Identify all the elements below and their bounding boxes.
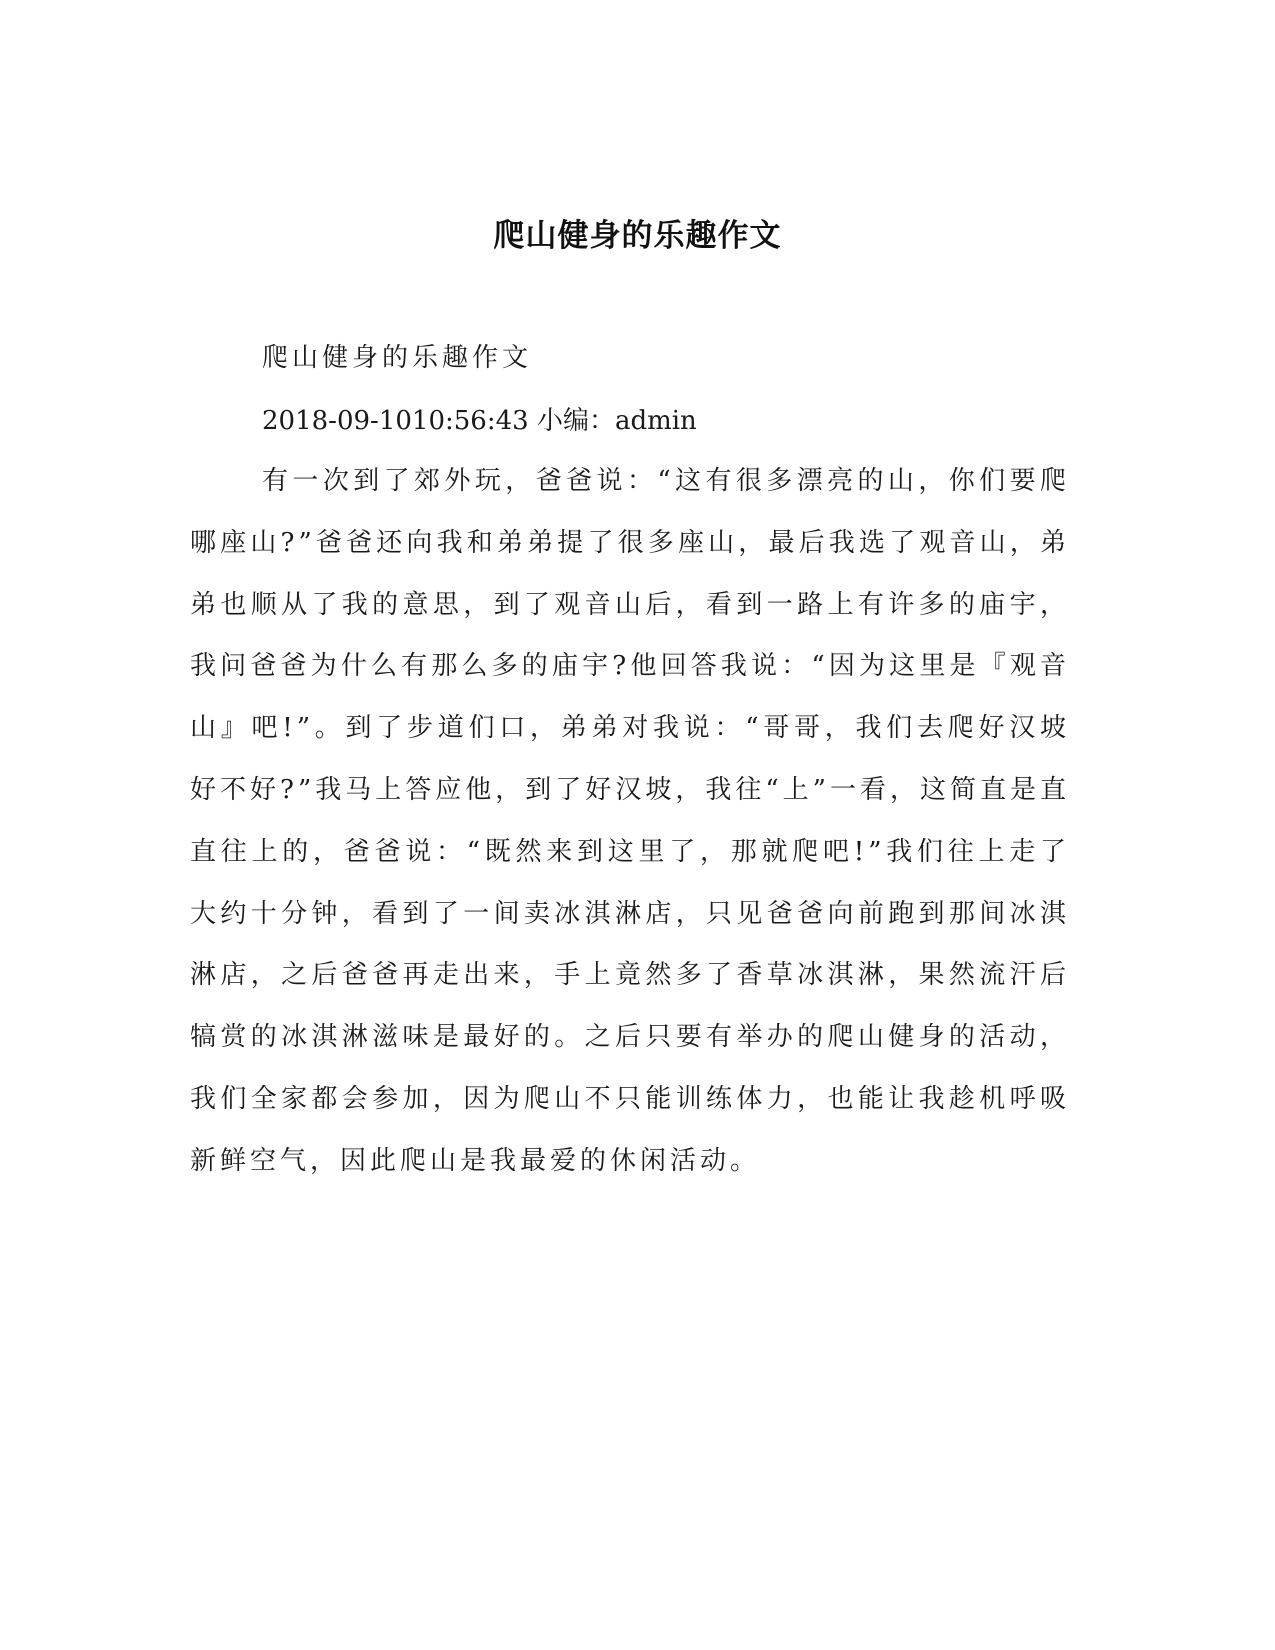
document-title: 爬山健身的乐趣作文 xyxy=(493,218,782,254)
article-meta: 2018-09-1010:56:43 小编：admin xyxy=(262,406,697,436)
article-subtitle: 爬山健身的乐趣作文 xyxy=(262,343,533,373)
article-body: 有一次到了郊外玩，爸爸说：“这有很多漂亮的山，你们要爬哪座山?”爸爸还向我和弟弟提了很多座山，最后我选了观音山，弟弟也顺从了我的意思，到了观音山后，看到一路上有许多的庙宇，我问爸爸为什么有那么多的庙宇?他回答我说：“因为这里是『观音山』吧!”。到了步道们口，弟弟对我说：“哥哥，我们去爬好汉坡好不好?”我马上答应他，到了好汉坡，我往“上”一看，这简直是直直往上的，爸爸说：“既然来到这里了，那就爬吧!”我们往上走了大约十分钟，看到了一间卖冰淇淋店，只见爸爸向前跑到那间冰淇淋店，之后爸爸再走出来，手上竟然多了香草冰淇淋，果然流汗后犒赏的冰淇淋滋味是最好的。之后只要有举办的爬山健身的活动，我们全家都会参加，因为爬山不只能训练体力，也能让我趁机呼吸新鲜空气，因此爬山是我最爱的休闲活动。 xyxy=(190,466,1070,1176)
